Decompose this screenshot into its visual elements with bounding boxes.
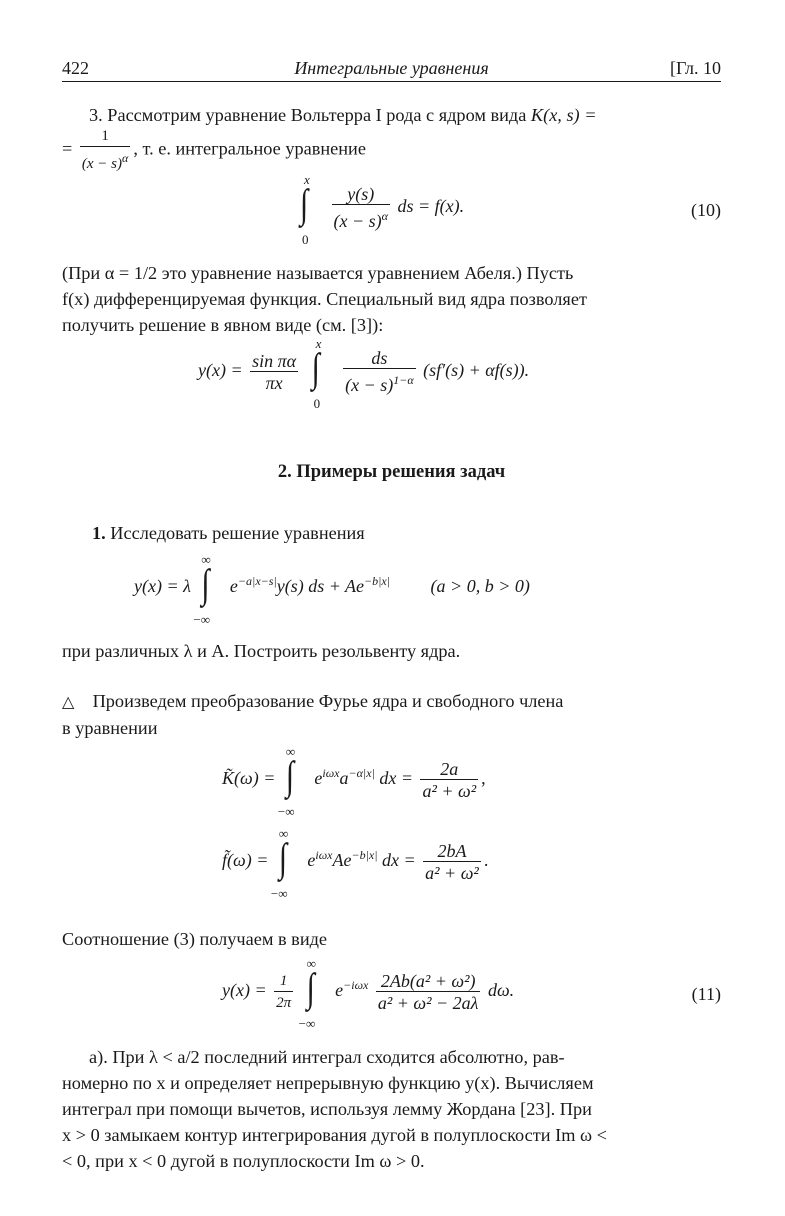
abel-den [343,369,416,396]
K-tail: , [481,768,486,789]
para1-text-a: 3. Рассмотрим уравнение Вольтерра I рода с ядром вида [89,105,531,125]
eq11-tail: dω. [487,980,515,1001]
paragraph-relation: Соотношение (3) получаем в виде [62,929,328,949]
integral-sign [298,172,320,247]
f-fraction [423,841,481,884]
kernel-numerator: 1 [80,126,130,147]
integral-sign [277,744,306,819]
K-dx: dx = [379,768,413,789]
equation-number-11: (11) [691,984,721,1004]
page-number: 422 [62,58,89,78]
f-tail: . [483,850,489,871]
para6-line1: а). При λ < a/2 последний интеграл сходится абсолютно, рав- [89,1047,565,1067]
integral-symbol: ∫ [306,966,315,1011]
eq11-base: e [335,980,344,1001]
kernel-expression: K(x, s) = [530,105,597,125]
para6-line3: интеграл при помощи вычетов, используя лемму Жордана [23]. При [62,1099,592,1119]
lower-limit: −∞ [270,886,288,901]
K-den: a² + ω² [422,780,477,801]
eq-lead: = [62,138,73,159]
eq11-den: a² + ω² − 2aλ [377,992,479,1013]
problem-rest-exp: −b|x| [364,574,391,589]
abel-num: ds [343,348,416,369]
lower-limit: 0 [313,396,321,411]
problem-1 [92,520,721,546]
eq11-lhs: y(x) = [222,980,267,1001]
paragraph-volterra [62,102,721,128]
eq11-num: 2Ab(a² + ω²) [376,971,481,992]
integral-sign [298,956,327,1031]
upper-limit: ∞ [201,552,211,567]
integral-symbol: ∫ [285,754,295,799]
equation-f-tilde [222,826,489,901]
eq10-den-base: (x − s) [333,211,382,231]
lower-limit: 0 [302,232,309,247]
eq10-rest: ds = f(x). [397,196,465,217]
problem-rest: y(s) ds + Ae [276,576,365,597]
abel-den-base: (x − s) [345,375,394,395]
running-title: Интегральные уравнения [294,58,489,78]
para4-line1-wrap [62,688,721,715]
K-lhs: K̃(ω) = [222,768,276,789]
upper-limit: ∞ [278,826,289,841]
para4-line2: в уравнении [62,718,158,738]
equation-problem [134,552,530,627]
problem-lhs: y(x) = λ [134,576,191,597]
K-base1: e [314,768,323,789]
K-base2: a [339,768,349,789]
equation-11 [222,956,515,1031]
problem-text: Исследовать решение уравнения [110,523,365,543]
K-fraction [420,759,478,802]
f-dx: dx = [382,850,416,871]
paragraph-case-a [62,1044,721,1070]
integral-symbol: ∫ [201,562,210,607]
K-num: 2a [420,759,478,780]
kernel-fraction [80,126,130,175]
integral-sign [270,826,299,901]
para1-text-b: , т. е. интегральное уравнение [133,138,366,159]
paragraph-abel [62,260,721,338]
f-mid: Ae [332,850,352,871]
upper-limit: x [304,172,310,187]
K-exp1: iωx [322,766,340,781]
running-header [62,58,721,82]
abel-den-exp: 1−α [393,373,414,387]
triangle-icon: △ [62,692,75,711]
section-title: 2. Примеры решения задач [277,462,506,482]
abel-rest: (sf′(s) + αf(s)). [423,360,530,381]
eq11-coefficient [274,971,293,1014]
para6-line4: x > 0 замыкаем контур интегрирования дугой в полуплоскости Im ω < [62,1125,607,1145]
f-base1: e [307,850,316,871]
para4-line1: Произведем преобразование Фурье ядра и свободного члена [92,691,564,711]
integral-symbol: ∫ [278,836,288,881]
para2-line1: (При α = 1/2 это уравнение называется уравнением Абеля.) Пусть [62,263,574,283]
paragraph-resolvent: при различных λ и A. Построить резольвенту ядра. [62,641,461,661]
lower-limit: −∞ [298,1016,316,1031]
eq10-den-exp: α [381,209,388,223]
lower-limit: −∞ [193,612,211,627]
f-num: 2bA [423,841,481,862]
f-exp2: −b|x| [351,848,378,863]
eq11-coef-den: 2π [276,994,292,1011]
abel-coef-num: sin πα [252,350,297,371]
page [62,0,721,1216]
abel-fraction [343,348,416,396]
integral-sign [193,552,221,627]
abel-coefficient [250,351,298,394]
integral-sign [310,336,332,411]
problem-integrand-base: e [229,576,238,597]
kernel-den-base: (x − s) [81,156,122,172]
upper-limit: ∞ [285,744,296,759]
K-exp2: −α|x| [348,766,375,781]
kernel-denominator [80,147,130,175]
eq10-fraction [332,184,390,232]
para2-line2: f(x) дифференцируемая функция. Специальный вид ядра позволяет [62,289,587,309]
eq11-fraction [376,971,481,1014]
para2-line3: получить решение в явном виде (см. [3]): [62,315,384,335]
equation-10 [294,172,465,247]
upper-limit: ∞ [306,956,316,971]
equation-abel-solution [198,336,530,411]
problem-condition: (a > 0, b > 0) [430,576,530,597]
header-rule [62,81,721,82]
eq11-exp: −iωx [343,978,369,993]
problem-number: 1. [92,523,106,543]
f-den: a² + ω² [425,862,479,883]
f-exp1: iωx [315,848,333,863]
lower-limit: −∞ [277,804,295,819]
problem-integrand-exp: −a|x−s| [237,574,277,589]
chapter-label: [Гл. 10 [669,58,721,78]
para6-line5: < 0, при x < 0 дугой в полуплоскости Im ω > 0. [62,1151,425,1171]
f-lhs: f̃(ω) = [222,850,269,871]
eq11-coef-num: 1 [274,971,293,992]
para6-line2: номерно по x и определяет непрерывную функцию y(x). Вычисляем [62,1073,594,1093]
upper-limit: x [315,336,322,351]
kernel-den-exp: α [122,151,129,165]
integral-symbol: ∫ [311,346,320,391]
equation-number-10: (10) [691,200,721,220]
paragraph-case-a-cont [62,1070,721,1174]
eq10-numerator: y(s) [332,184,390,205]
equation-K-tilde [222,744,486,819]
paragraph-volterra-line2 [62,126,721,175]
eq10-denominator [332,205,390,232]
abel-lhs: y(x) = [198,360,243,381]
integral-symbol: ∫ [300,182,309,227]
paragraph-fourier [62,688,721,741]
abel-coef-den: πx [265,372,283,393]
